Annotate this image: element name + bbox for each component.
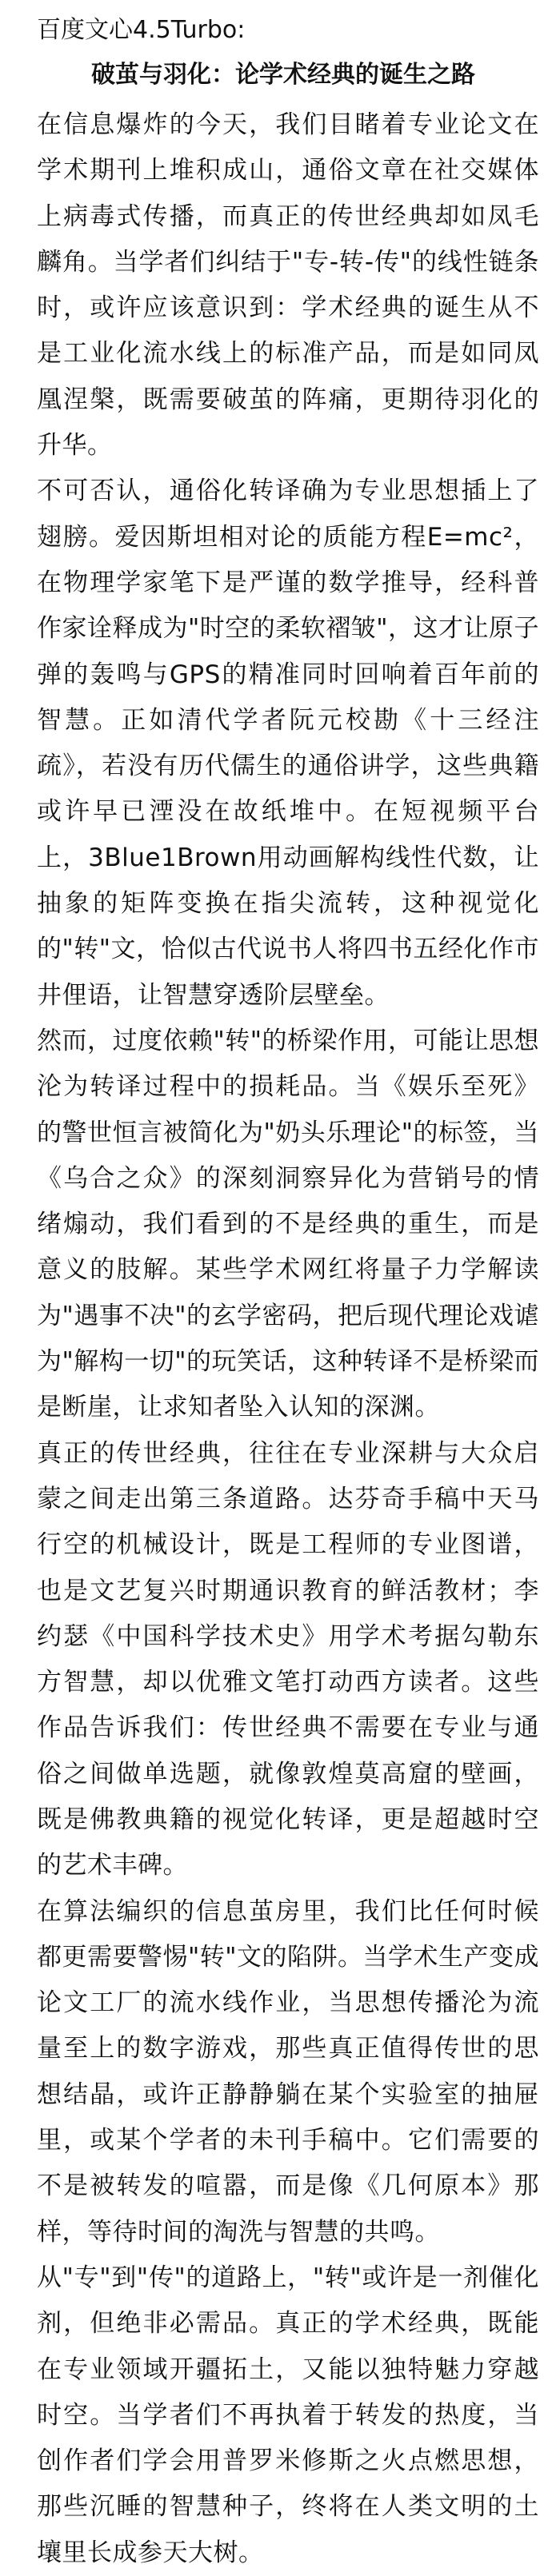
article-paragraph-1: 在信息爆炸的今天，我们目睹着专业论文在学术期刊上堆积成山，通俗文章在社交媒体上病毒式传播，而真正的传世经典却如凤毛麟角。当学者们纠结于"专-转-传"的线性链条时，或许应该意识到：学术经典的诞生从不是工业化流水线上的标准产品，而是如同凤凰涅槃，既需要破茧的阵痛，更期待羽化的升华。 — [37, 110, 539, 461]
article-paragraph-6: 从"专"到"传"的道路上，"转"或许是一剂催化剂，但绝非必需品。真正的学术经典，既能在专业领域开疆拓土，又能以独特魅力穿越时空。当学者们不再执着于转发的热度，当创作者们学会用普罗米修斯之火点燃思想，那些沉睡的智慧种子，终将在人类文明的土壤里长成参天大树。 — [37, 2263, 539, 2567]
model-label: 百度文心4.5Turbo: — [37, 16, 246, 44]
article-paragraph-2: 不可否认，通俗化转译确为专业思想插上了翅膀。爱因斯坦相对论的质能方程E=mc²，在物理学家笔下是严谨的数学推导，经科普作家诠释成为"时空的柔软褶皱"，这才让原子弹的轰鸣与GPS的精准同时回响着百年前的智慧。正如清代学者阮元校勘《十三经注疏》，若没有历代儒生的通俗讲学，这些典籍或许早已湮没在故纸堆中。在短视频平台上，3Blue1Brown用动画解构线性代数，让抽象的矩阵变换在指尖流转，这种视觉化的"转"文，恰似古代说书人将四书五经化作市井俚语，让智慧穿透阶层壁垒。 — [37, 477, 540, 1010]
article-paragraph-3: 然而，过度依赖"转"的桥梁作用，可能让思想沦为转译过程中的损耗品。当《娱乐至死》的警世恒言被简化为"奶头乐理论"的标签，当《乌合之众》的深刻洞察异化为营销号的情绪煽动，我们看到的不是经典的重生，而是意义的肢解。某些学术网红将量子力学解读为"遇事不决"的玄学密码，把后现代理论戏谑为"解构一切"的玩笑话，这种转译不是桥梁而是断崖，让求知者坠入认知的深渊。 — [37, 1026, 540, 1422]
article-paragraph-5: 在算法编织的信息茧房里，我们比任何时候都更需要警惕"转"文的陷阱。当学术生产变成论文工厂的流水线作业，当思想传播沦为流量至上的数字游戏，那些真正值得传世的思想结晶，或许正静静躺在某个实验室的抽屉里，或某个学者的未刊手稿中。它们需要的不是被转发的喧嚣，而是像《几何原本》那样，等待时间的淘洗与智慧的共鸣。 — [37, 1896, 540, 2247]
article-title: 破茧与羽化：论学术经典的诞生之路 — [91, 61, 475, 89]
article-paragraph-4: 真正的传世经典，往往在专业深耕与大众启蒙之间走出第三条道路。达芬奇手稿中天马行空的机械设计，既是工程师的专业图谱，也是文艺复兴时期通识教育的鲜活教材；李约瑟《中国科学技术史》用学术考据勾勒东方智慧，却以优雅文笔打动西方读者。这些作品告诉我们：传世经典不需要在专业与通俗之间做单选题，就像敦煌莫高窟的壁画，既是佛教典籍的视觉化转译，更是超越时空的艺术丰碑。 — [37, 1438, 539, 1880]
